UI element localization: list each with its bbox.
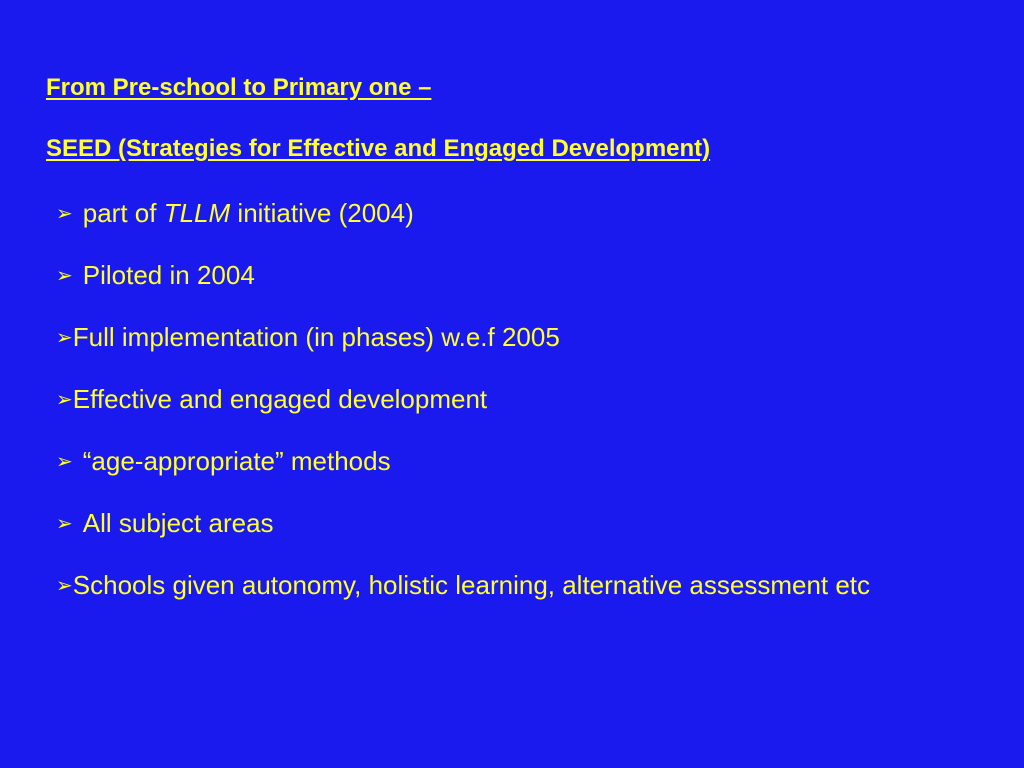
arrowhead-bullet-icon: ➢ (56, 513, 73, 535)
slide-title-line-1: From Pre-school to Primary one – (46, 74, 432, 101)
bullet-text: Schools given autonomy, holistic learning, alternative assessment etc (72, 570, 871, 600)
arrowhead-bullet-icon: ➢ (56, 389, 73, 411)
bullet-text: Full implementation (in phases) w.e.f 2005 (72, 322, 560, 352)
arrowhead-bullet-icon: ➢ (56, 327, 73, 349)
bullet-list (56, 195, 956, 629)
arrowhead-bullet-icon: ➢ (56, 451, 73, 473)
bullet-item (56, 381, 956, 419)
arrowhead-bullet-icon: ➢ (56, 203, 73, 225)
bullet-item (56, 257, 956, 295)
bullet-text: initiative (2004) (237, 198, 414, 228)
bullet-item (56, 319, 956, 357)
slide-title-line-2: SEED (Strategies for Effective and Engaged Development) (46, 135, 711, 162)
bullet-item (56, 567, 896, 605)
bullet-italic-text: TLLM (163, 198, 231, 228)
bullet-text: part of (82, 198, 157, 228)
arrowhead-bullet-icon: ➢ (56, 575, 73, 597)
bullet-item (56, 505, 956, 543)
bullet-item (56, 443, 956, 481)
bullet-text: Piloted in 2004 (82, 260, 255, 290)
bullet-text: All subject areas (82, 508, 274, 538)
bullet-text: Effective and engaged development (72, 384, 488, 414)
bullet-text: “age-appropriate” methods (82, 446, 391, 476)
bullet-item (56, 195, 956, 233)
arrowhead-bullet-icon: ➢ (56, 265, 73, 287)
